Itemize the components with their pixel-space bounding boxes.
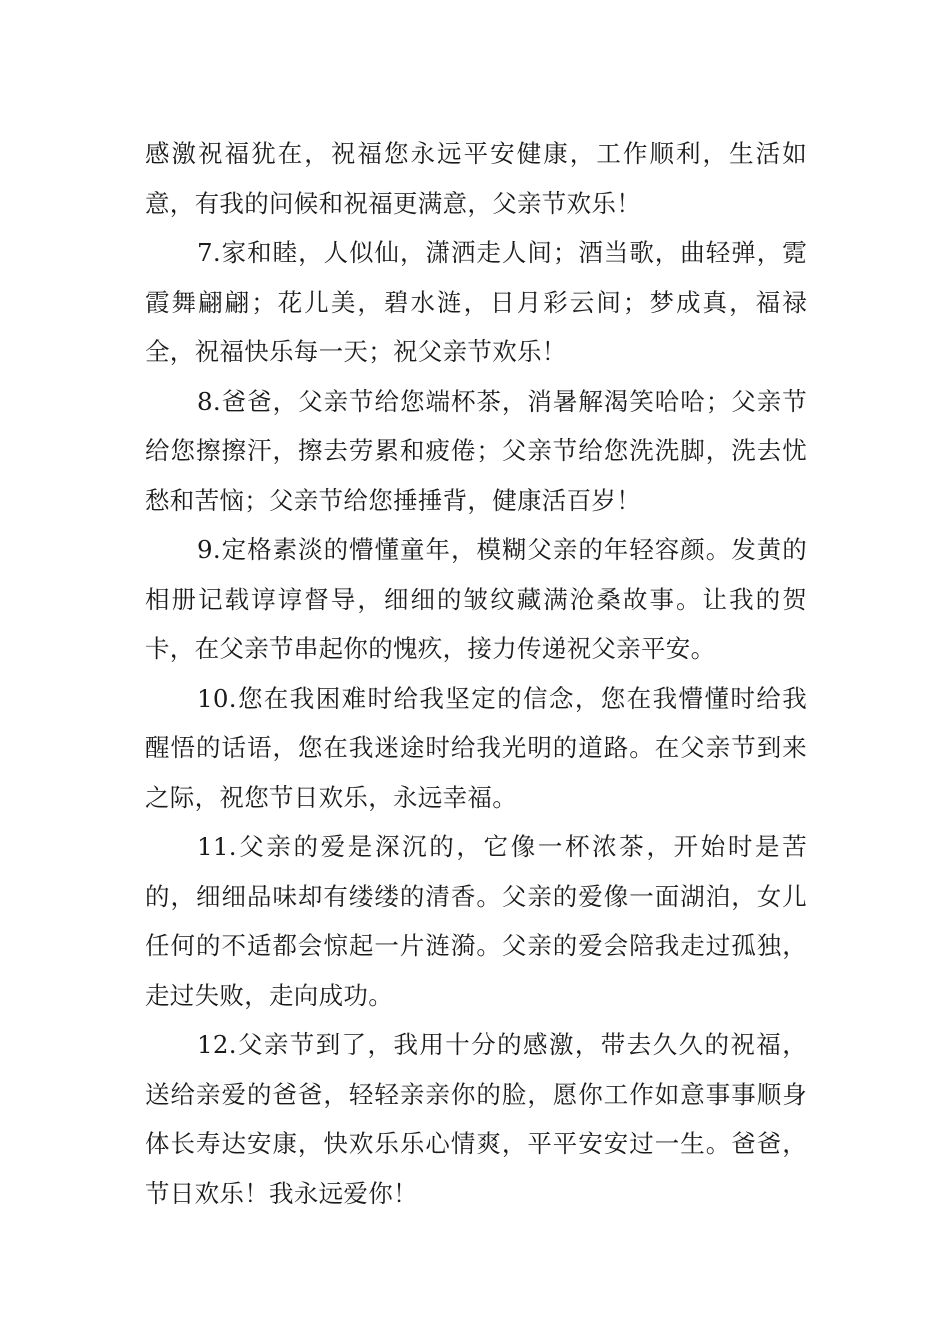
paragraph-continued: 感激祝福犹在，祝福您永远平安健康，工作顺利，生活如意，有我的问候和祝福更满意，父亲节欢乐！ xyxy=(145,139,807,218)
paragraph-item-11: 11.父亲的爱是深沉的，它像一杯浓茶，开始时是苦的，细细品味却有缕缕的清香。父亲的爱像一面湖泊，女儿任何的不适都会惊起一片涟漪。父亲的爱会陪我走过孤独，走过失败，走向成功。 xyxy=(145,832,807,1010)
paragraph-item-10: 10.您在我困难时给我坚定的信念，您在我懵懂时给我醒悟的话语，您在我迷途时给我光明的道路。在父亲节到来之际，祝您节日欢乐，永远幸福。 xyxy=(145,683,807,812)
paragraph-item-9: 9.定格素淡的懵懂童年，模糊父亲的年轻容颜。发黄的相册记载谆谆督导，细细的皱纹藏满沧桑故事。让我的贺卡，在父亲节串起你的愧疚，接力传递祝父亲平安。 xyxy=(145,535,807,663)
paragraph-item-8: 8.爸爸，父亲节给您端杯茶，消暑解渴笑哈哈；父亲节给您擦擦汗，擦去劳累和疲倦；父亲节给您洗洗脚，洗去忧愁和苦恼；父亲节给您捶捶背，健康活百岁！ xyxy=(145,386,807,515)
paragraph-item-7: 7.家和睦，人似仙，潇洒走人间；酒当歌，曲轻弹，霓霞舞翩翩；花儿美，碧水涟，日月彩云间；梦成真，福禄全，祝福快乐每一天；祝父亲节欢乐！ xyxy=(145,238,807,366)
document-body xyxy=(145,129,807,1218)
paragraph-item-12: 12.父亲节到了，我用十分的感激，带去久久的祝福，送给亲爱的爸爸，轻轻亲亲你的脸，愿你工作如意事事顺身体长寿达安康，快欢乐乐心情爽，平平安安过一生。爸爸，节日欢乐！我永远爱你！ xyxy=(145,1030,807,1208)
